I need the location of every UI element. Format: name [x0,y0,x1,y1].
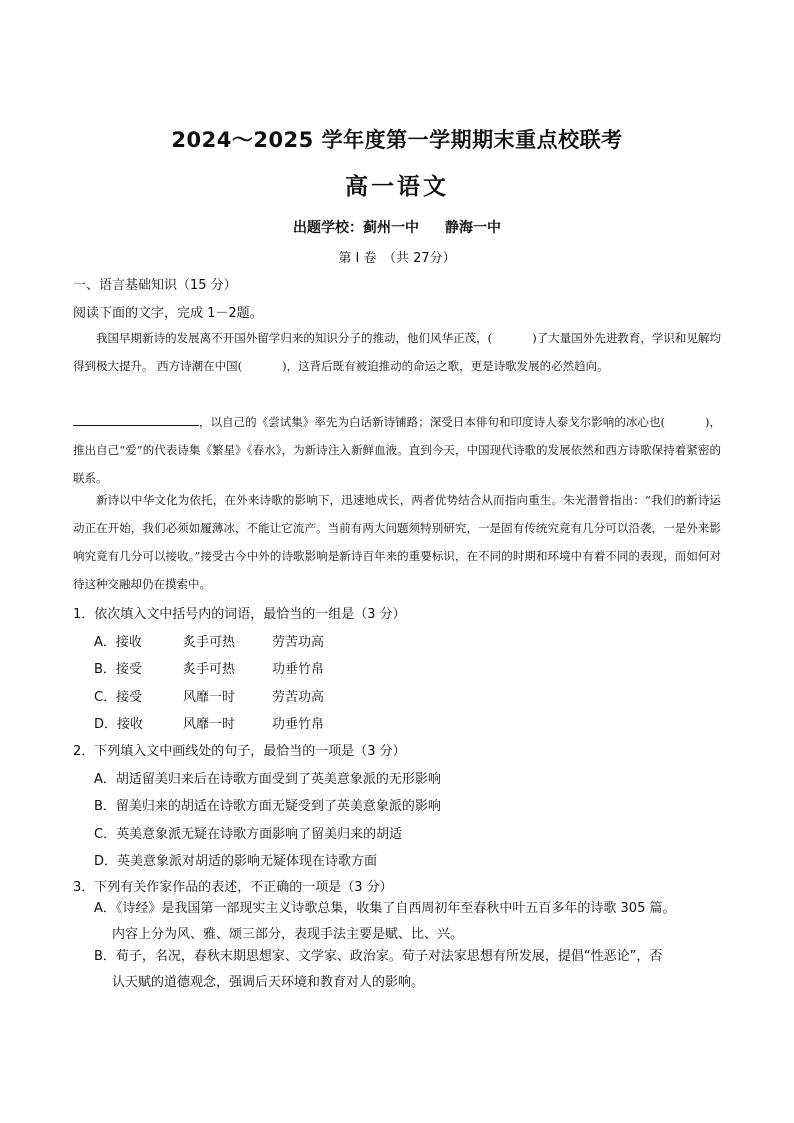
school-second: 静海一中 [445,220,501,236]
q1-option-b-word2: 炙手可热 [183,662,236,677]
q1-option-d-word3: 功垂竹帛 [272,717,325,732]
q1-option-b-word3: 功垂竹帛 [272,662,325,677]
q2-option-a: A．胡适留美归来后在诗歌方面受到了英美意象派的无形影响 [94,772,441,787]
q3-option-a-line1: A．《诗经》是我国第一部现实主义诗歌总集，收集了自西周初年至春秋中叶五百多年的诗歌 305 篇。 [94,901,676,916]
q1-option-d-word2: 风靡一时 [183,717,236,732]
q3-option-a-line2: 内容上分为风、雅、颂三部分，表现手法主要是赋、比、兴。 [112,927,464,942]
q1-option-d-label: D．接收 [94,717,144,732]
question-2-stem: 2．下列填入文中画线处的句子，最恰当的一项是（3 分） [73,744,406,759]
q2-option-c: C．英美意象派无疑在诗歌方面影响了留美归来的胡适 [94,827,403,842]
q1-option-c-label: C．接受 [94,690,143,705]
question-3-stem: 3．下列有关作家作品的表述，不正确的一项是（3 分） [73,880,393,895]
q3-option-b-line1: B．荀子，名况，春秋末期思想家、文学家、政治家。荀子对法家思想有所发展，提倡“性恶论”，否 [94,949,663,964]
passage-paragraph-1 [73,324,721,380]
p1-part-c: )，这背后既有被迫推动的命运之歌，更是诗歌发展的必然趋向。 [282,359,609,373]
p1-part-a: 我国早期新诗的发展离不开国外留学归来的知识分子的推动，他们风华正茂，( [96,331,493,345]
q1-option-b-label: B．接受 [94,662,142,677]
underline-blank [73,413,199,426]
q2-option-b: B．留美归来的胡适在诗歌方面无疑受到了英美意象派的影响 [94,799,441,814]
passage-paragraph-2 [73,408,721,492]
p1-part-b: )了大量国外先进教育，学识和见解均得到极大提升。 西方诗潮在中国( [73,331,721,373]
p2-part-b: )，推出自己“爱”的代表诗集《繁星》《春水》，为新诗注入新鲜血液。直到今天，中国现代诗歌的发展依然和西方诗歌保持着紧密的联系。 [73,415,721,485]
volume-label: 第 I 卷 （共 27分） [338,251,456,266]
q1-option-a-word2: 炙手可热 [183,635,236,650]
q1-option-c-word2: 风靡一时 [183,690,236,705]
q1-option-a-word3: 劳苦功高 [272,635,325,650]
q1-option-c-word3: 劳苦功高 [272,690,325,705]
q2-option-d: D．英美意象派对胡适的影响无疑体现在诗歌方面 [94,854,378,869]
question-1-stem: 1．依次填入文中括号内的词语，最恰当的一组是（3 分） [73,607,406,622]
q1-option-a-label: A．接收 [94,635,142,650]
exam-title: 2024～2025 学年度第一学期期末重点校联考 [171,128,623,152]
reading-instruction: 阅读下面的文字，完成 1－2题。 [73,306,263,321]
q3-option-b [94,944,722,996]
q3-option-b-line2: 认天赋的道德观念，强调后天环境和教育对人的影响。 [112,975,425,990]
section-heading: 一、语言基础知识（15 分） [73,278,237,293]
q3-option-a [94,896,722,948]
setter-schools [0,217,794,237]
school-first: 出题学校：蓟州一中 [293,220,419,236]
p2-part-a: ，以自己的《尝试集》率先为白话新诗铺路；深受日本俳句和印度诗人泰戈尔影响的冰心也( [199,415,665,429]
passage-paragraph-3: 新诗以中华文化为依托，在外来诗歌的影响下，迅速地成长，两者优势结合从而指向重生。朱光潜曾指出：“我们的新诗运动正在开始，我们必须如履薄冰，不能让它流产。当前有两大问题须特别研究，一是固有传统究竟有几分可以沿袭，一是外来影响究竟有几分可以接收。”接受古今中外的诗歌影响是新诗百年来的重要标识，在不同的时期和环境中有着不同的表现，而如何对待这种交融却仍在摸索中。 [73,493,721,591]
subject-title: 高一语文 [345,174,449,200]
